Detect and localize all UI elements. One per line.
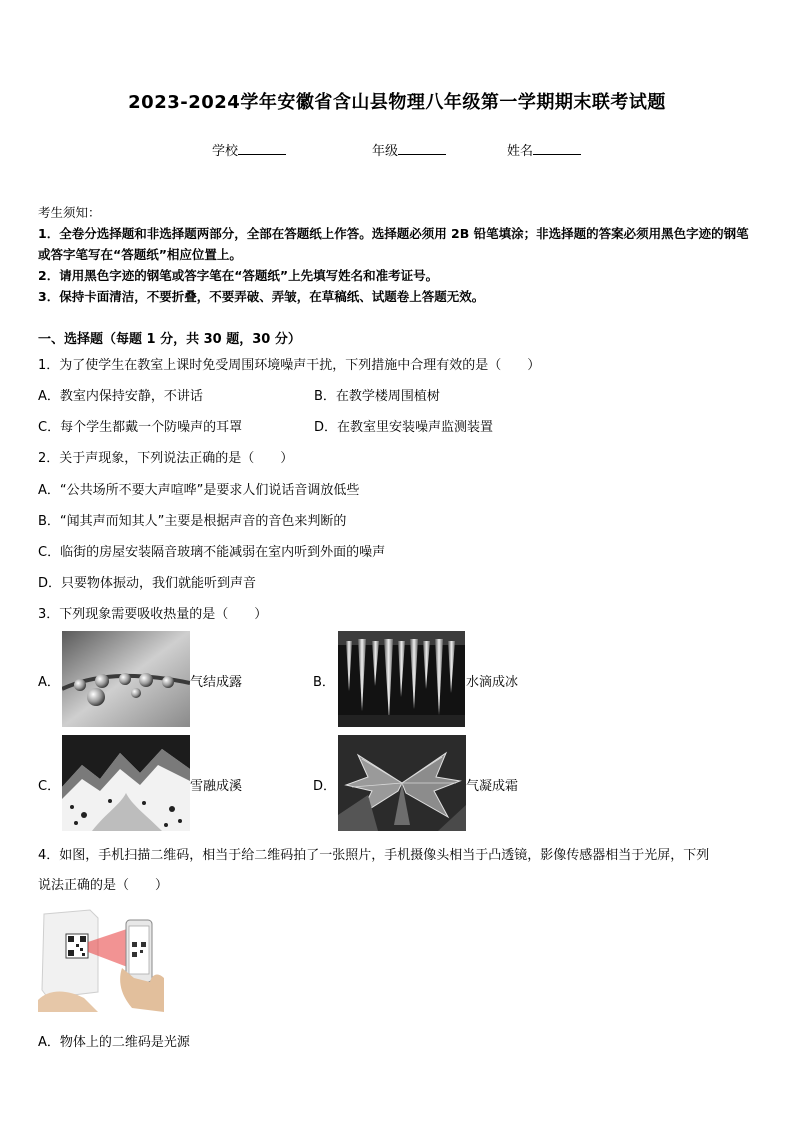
notice-item-1: 1．全卷分选择题和非选择题两部分，全部在答题纸上作答。选择题必须用 2B 铅笔填涂；非选择题的答案必须用黑色字迹的钢笔或答字笔写在“答题纸”相应位置上。 [38,226,749,262]
qr-scan-illustration [38,908,164,1012]
notice-block [38,202,760,307]
notice-item-2: 2．请用黑色字迹的钢笔或答字笔在“答题纸”上先填写姓名和准考证号。 [38,268,439,283]
q3-option-c-text: 雪融成溪 [190,779,243,794]
q3-option-c-letter[interactable]: C． [38,779,61,794]
q1-option-a[interactable]: A．教室内保持安静，不讲话 [38,389,203,404]
q3-option-a-letter[interactable]: A． [38,675,60,690]
school-blank[interactable] [238,142,286,155]
q1-option-c[interactable]: C．每个学生都戴一个防噪声的耳罩 [38,420,243,435]
dew-image[interactable] [62,631,190,727]
q3-option-d-letter[interactable]: D． [313,779,337,794]
snow-stream-image[interactable] [62,735,190,831]
icicle-illustration [338,631,465,727]
school-label: 学校 [212,144,239,159]
name-field [507,140,581,159]
q1-stem: 1．为了使学生在教室上课时免受周围环境噪声干扰，下列措施中合理有效的是（ ） [38,358,541,373]
qr-scan-image[interactable] [38,908,164,1012]
school-field [212,140,286,159]
q1-option-b[interactable]: B．在教学楼周围植树 [314,389,440,404]
name-label: 姓名 [507,144,534,159]
dew-illustration [62,631,190,727]
q4-option-a[interactable]: A．物体上的二维码是光源 [38,1035,190,1050]
grade-field [372,140,446,159]
notice-item-3: 3．保持卡面清洁，不要折叠，不要弄破、弄皱，在草稿纸、试题卷上答题无效。 [38,289,485,304]
section-1-heading: 一、选择题（每题 1 分，共 30 题，30 分） [38,332,301,347]
snow-stream-illustration [62,735,190,831]
grade-blank[interactable] [398,142,446,155]
frost-image[interactable] [338,735,466,831]
q2-option-c[interactable]: C．临街的房屋安装隔音玻璃不能减弱在室内听到外面的噪声 [38,545,386,560]
name-blank[interactable] [533,142,581,155]
q3-option-b-text: 水滴成冰 [466,675,519,690]
q2-option-b[interactable]: B．“闻其声而知其人”主要是根据声音的音色来判断的 [38,514,347,529]
q1-option-d[interactable]: D．在教室里安装噪声监测装置 [314,420,494,435]
q4-stem-line-1: 4．如图，手机扫描二维码，相当于给二维码拍了一张照片，手机摄像头相当于凸透镜，影像传感器相当于光屏，下列 [38,848,710,863]
q2-option-d[interactable]: D．只要物体振动，我们就能听到声音 [38,576,257,591]
q4-stem-line-2: 说法正确的是（ ） [38,878,169,893]
q3-option-a-text: 气结成露 [190,675,243,690]
q2-option-a[interactable]: A．“公共场所不要大声喧哗”是要求人们说话音调放低些 [38,483,360,498]
page-title: 2023-2024学年安徽省含山县物理八年级第一学期期末联考试题 [128,92,666,113]
q2-stem: 2．关于声现象，下列说法正确的是（ ） [38,451,294,466]
grade-label: 年级 [372,144,399,159]
q3-stem: 3．下列现象需要吸收热量的是（ ） [38,607,268,622]
frost-illustration [338,735,466,831]
notice-heading: 考生须知： [38,205,101,220]
q3-option-d-text: 气凝成霜 [466,779,519,794]
icicle-image[interactable] [338,631,465,727]
q3-option-b-letter[interactable]: B． [313,675,335,690]
